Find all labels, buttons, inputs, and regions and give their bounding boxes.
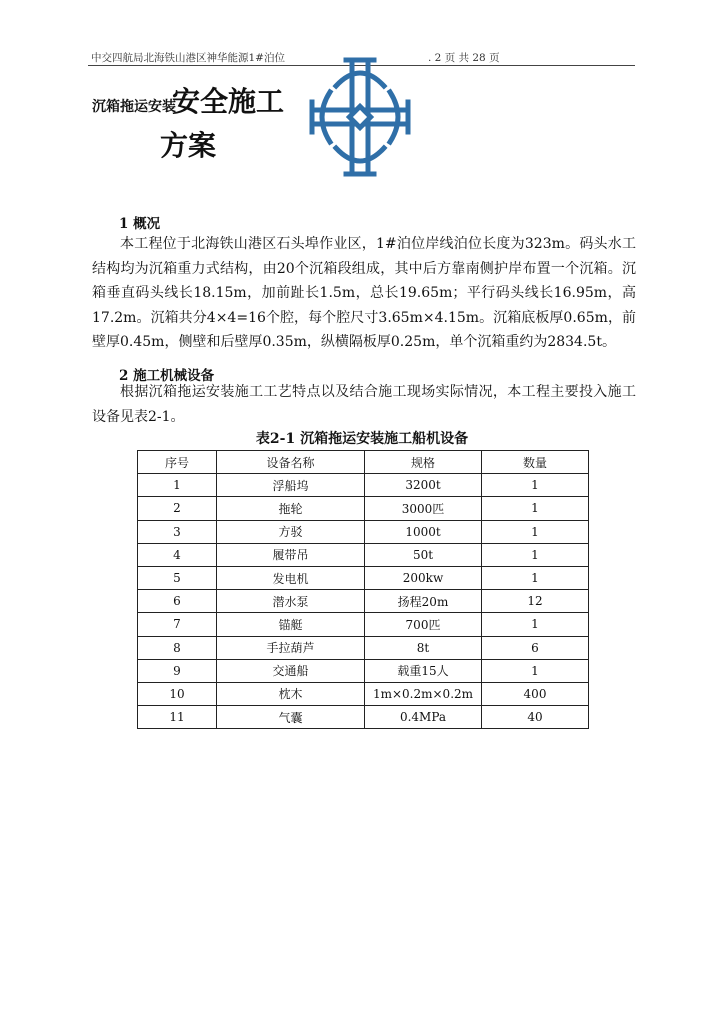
cell-index: 6	[138, 590, 217, 613]
table-row	[138, 682, 589, 705]
cell-quantity: 1	[482, 520, 589, 543]
cell-index: 10	[138, 682, 217, 705]
cell-index: 2	[138, 497, 217, 520]
col-header-quantity: 数量	[482, 451, 589, 474]
cell-index: 9	[138, 659, 217, 682]
cell-spec: 0.4MPa	[365, 706, 482, 729]
company-cross-logo-icon	[306, 52, 414, 182]
col-header-index: 序号	[138, 451, 217, 474]
cell-name: 履带吊	[217, 543, 365, 566]
header-project-name: 中交四航局北海铁山港区神华能源1#泊位	[91, 52, 285, 64]
cell-name: 锚艇	[217, 613, 365, 636]
cell-spec: 50t	[365, 543, 482, 566]
cell-quantity: 1	[482, 497, 589, 520]
cell-name: 发电机	[217, 566, 365, 589]
cell-quantity: 40	[482, 706, 589, 729]
cell-index: 5	[138, 566, 217, 589]
cell-name: 手拉葫芦	[217, 636, 365, 659]
cell-index: 1	[138, 474, 217, 497]
cell-spec: 700匹	[365, 613, 482, 636]
table-row	[138, 613, 589, 636]
cell-quantity: 1	[482, 566, 589, 589]
cell-quantity: 6	[482, 636, 589, 659]
section-heading-equipment: 2 施工机械设备	[119, 368, 215, 384]
cell-name: 拖轮	[217, 497, 365, 520]
cell-spec: 3000匹	[365, 497, 482, 520]
cell-spec: 1m×0.2m×0.2m	[365, 682, 482, 705]
cell-index: 4	[138, 543, 217, 566]
equipment-table	[137, 450, 589, 729]
table-row	[138, 497, 589, 520]
table-row	[138, 706, 589, 729]
cell-spec: 载重15人	[365, 659, 482, 682]
col-header-name: 设备名称	[217, 451, 365, 474]
header-page-number: . 2 页 共 28 页	[428, 52, 500, 64]
cell-index: 8	[138, 636, 217, 659]
cell-quantity: 1	[482, 543, 589, 566]
cell-spec: 扬程20m	[365, 590, 482, 613]
cell-spec: 1000t	[365, 520, 482, 543]
overview-paragraph: 本工程位于北海铁山港区石头埠作业区，1#泊位岸线泊位长度为323m。码头水工结构均为沉箱重力式结构，由20个沉箱段组成，其中后方靠南侧护岸布置一个沉箱。沉箱垂直码头线长18.15m，加前趾长1.5m，总长19.65m；平行码头线长16.95m，高17.2m。沉箱共分4×4=16个腔，每个腔尺寸3.65m×4.15m。沉箱底板厚0.65m，前壁厚0.45m，侧壁和后壁厚0.35m，纵横隔板厚0.25m，单个沉箱重约为2834.5t。	[92, 236, 636, 350]
cell-index: 7	[138, 613, 217, 636]
table-row	[138, 566, 589, 589]
cell-name: 潜水泵	[217, 590, 365, 613]
table-row	[138, 636, 589, 659]
table-header-row	[138, 451, 589, 474]
table-row	[138, 474, 589, 497]
cell-name: 浮船坞	[217, 474, 365, 497]
cell-index: 11	[138, 706, 217, 729]
cell-quantity: 1	[482, 613, 589, 636]
cell-spec: 200kw	[365, 566, 482, 589]
cell-spec: 3200t	[365, 474, 482, 497]
table-row	[138, 659, 589, 682]
table-row	[138, 590, 589, 613]
cell-quantity: 1	[482, 474, 589, 497]
doc-title-second-line: 方案	[160, 129, 217, 162]
table-row	[138, 543, 589, 566]
cell-name: 方驳	[217, 520, 365, 543]
col-header-spec: 规格	[365, 451, 482, 474]
cell-name: 枕木	[217, 682, 365, 705]
cell-spec: 8t	[365, 636, 482, 659]
doc-title-prefix: 沉箱拖运安装	[92, 99, 176, 115]
cell-quantity: 400	[482, 682, 589, 705]
table-row	[138, 520, 589, 543]
cell-quantity: 1	[482, 659, 589, 682]
cell-name: 气囊	[217, 706, 365, 729]
cell-name: 交通船	[217, 659, 365, 682]
cell-index: 3	[138, 520, 217, 543]
cell-quantity: 12	[482, 590, 589, 613]
equipment-paragraph: 根据沉箱拖运安装施工工艺特点以及结合施工现场实际情况，本工程主要投入施工设备见表2-1。	[92, 384, 636, 425]
doc-title-main: 安全施工	[172, 85, 285, 118]
section-heading-overview: 1 概况	[119, 216, 161, 232]
table-caption: 表2-1 沉箱拖运安装施工船机设备	[255, 431, 469, 447]
